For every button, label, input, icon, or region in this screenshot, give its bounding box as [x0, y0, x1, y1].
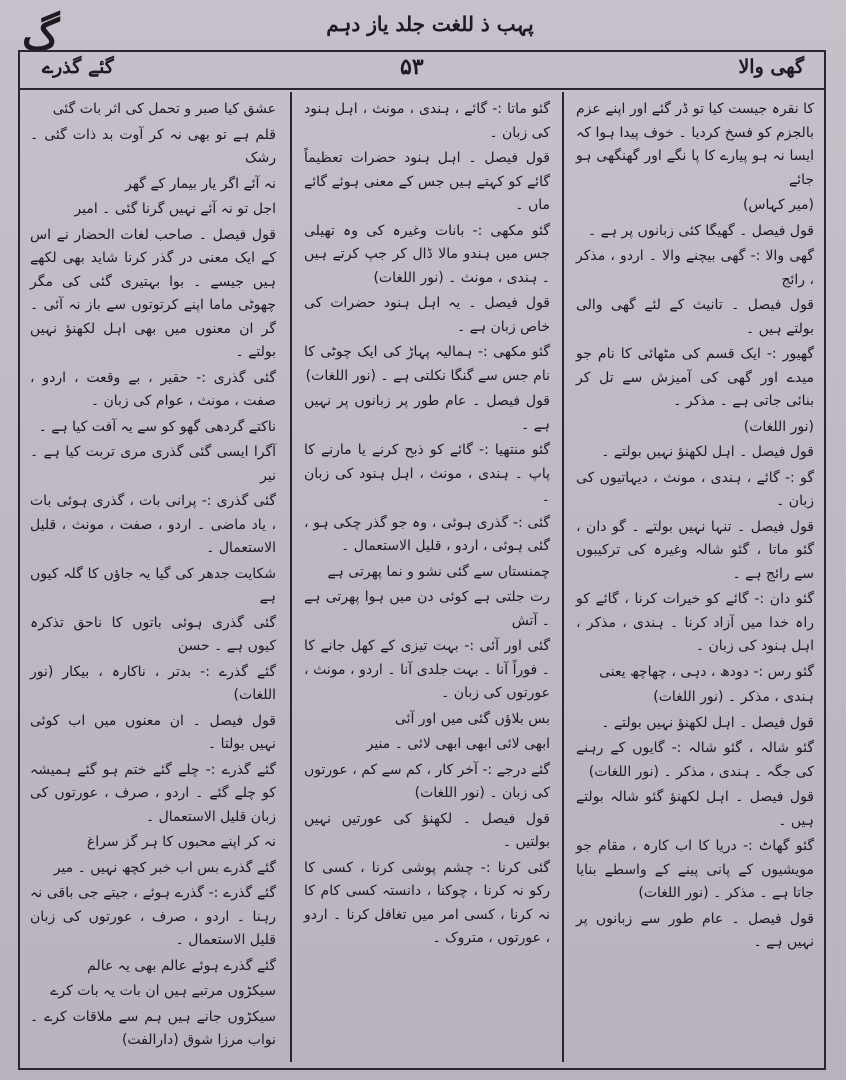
middle-column — [296, 92, 558, 1062]
left-column-entry: گئے گذرے ہوئے عالم بھی یہ عالم — [87, 957, 276, 974]
right-column-entry: گئو گھاٹ :- دریا کا اب کارہ ، مقام جو مویشیوں کے پانی پینے کے واسطے بنایا جاتا ہے ۔ مذکر ۔ (نور اللغات) — [576, 838, 814, 901]
right-column-entry: قول فیصل ۔ اہل لکھنؤ نہیں بولتے ۔ — [601, 444, 814, 460]
left-column-entry: گئے گذرے :- گذرے ہوئے ، جیتے جی باقی نہ رہنا ۔ اردو ، صرف ، عورتوں کی زبان قلیل الاستعمال ۔ — [30, 885, 276, 948]
left-column-entry: عشق کیا صبر و تحمل کی اثر بات گئی — [52, 101, 276, 117]
right-column-entry: گھیور :- ایک قسم کی مٹھائی کا نام جو میدے اور گھی کی آمیزش سے تل کر بنائی جاتی ہے ۔ مذکر ۔ — [576, 346, 814, 409]
left-column-entry: نہ کر اپنے محبوں کا ہر گز سراغ — [86, 834, 276, 850]
middle-column-entry: بس بلاؤں گئی میں اور آئی — [394, 710, 550, 727]
left-column-entry: اجل تو نہ آئے نہیں گرنا گئی ۔ امیر — [74, 201, 276, 217]
left-column-entry: گئی گذری ہوئی باتوں کا ناحق تذکرہ کیوں ہے ۔ حسن — [30, 614, 276, 654]
left-column-entry: ناکتے گردھی گھو کو سے یہ آفت کیا ہے ۔ — [38, 418, 276, 435]
middle-column-entry: گئی کرنا :- چشم پوشی کرنا ، کسی کا رکو نہ کرنا ، چوکنا ، دانستہ کسی کام کا نہ کرنا ، کسی امر میں تغافل کرنا ۔ اردو ، عورتوں ، متروک ۔ — [304, 859, 550, 946]
page-header — [20, 52, 824, 90]
right-column-entry: گئو رس :- دودھ ، دہی ، چھاچھ یعنی — [599, 663, 814, 680]
right-column — [568, 92, 822, 1062]
right-column-entry: کا نقرہ جیست کیا تو ڈر گئے اور اپنے عزم بالجزم کو فسخ کردیا ۔ خوف پیدا ہوا کہ ایسا نہ ہو پیارے کا پا نگے اور گھنگھی ہو جائے — [576, 101, 814, 188]
left-column-entry: گئے گذرے :- چلے گئے ختم ہو گئے ہمیشہ کو چلے گئے ۔ اردو ، صرف ، عورتوں کی زبان قلیل الاستعمال ۔ — [30, 761, 276, 825]
left-column-entry: سیکڑوں مرتبے ہیں ان بات یہ بات کرے — [50, 983, 276, 999]
right-column-entry: گھی والا :- گھی بیچنے والا ۔ اردو ، مذکر ، رائج — [576, 248, 814, 288]
middle-column-entry: گئی :- گذری ہوئی ، وہ جو گذر چکی ہو ، گئی ہوئی ، اردو ، قلیل الاستعمال ۔ — [304, 514, 550, 554]
middle-column-entry: قول فیصل ۔ یہ اہل ہنود حضرات کی خاص زبان ہے ۔ — [304, 295, 550, 335]
middle-column-entry: گئو مکھی :- ہمالیہ پہاڑ کی ایک چوٹی کا نام جس سے گنگا نکلتی ہے ۔ (نور اللغات) — [304, 344, 550, 384]
right-column-entry: قول فیصل ۔ تانیث کے لئے گھی والی بولتے ہیں ۔ — [576, 297, 814, 337]
middle-column-entry: رت جلتی ہے کوئی دن میں ہوا پھرتی ہے ۔ آتش — [304, 589, 550, 629]
left-column-entry: قلم ہے تو بھی نہ کر آوت بد ذات گئی ۔ رشک — [30, 126, 276, 166]
header-left-catchword: گئے گذرے — [42, 56, 114, 78]
left-column-entry: گئے گذرے :- بدتر ، ناکارہ ، بیکار (نور اللغات) — [30, 663, 276, 703]
right-column-entry: ہندی ، مذکر ۔ (نور اللغات) — [653, 689, 814, 705]
left-column-entry: آگرا ایسی گئی گذری مری تربت کیا ہے ۔ نیر — [30, 444, 276, 484]
middle-column-entry: قول فیصل ۔ لکھنؤ کی عورتیں نہیں بولتیں ۔ — [304, 810, 550, 850]
header-right-catchword: گھی والا — [738, 56, 804, 78]
left-column-entry: گئی گذری :- پرانی بات ، گذری ہوئی بات ، یاد ماضی ۔ اردو ، صفت ، مونث ، قلیل الاستعمال ۔ — [30, 493, 276, 556]
left-column — [22, 92, 284, 1062]
right-column-entry: گو :- گائے ، ہندی ، مونث ، دیہاتیوں کی زبان ۔ — [576, 469, 814, 509]
right-column-entry: قول فیصل ۔ عام طور سے زبانوں پر نہیں ہے ۔ — [576, 910, 814, 950]
left-column-entry: گئی گذری :- حقیر ، بے وقعت ، اردو ، صفت ، مونث ، عوام کی زبان ۔ — [30, 369, 276, 409]
right-column-entry: قول فیصل ۔ تنہا نہیں بولتے ۔ گو دان ، گئو ماتا ، گئو شالہ وغیرہ کی ترکیبوں سے رائج ہے ۔ — [576, 518, 814, 582]
left-column-entry: سیکڑوں جانے ہیں ہم سے ملاقات کرے ۔ نواب مرزا شوق (دارالفت) — [30, 1008, 276, 1048]
right-column-entry: گئو شالہ ، گئو شالہ :- گایوں کے رہنے کی جگہ ۔ ہندی ، مذکر ۔ (نور اللغات) — [576, 740, 814, 780]
left-column-entry: گئے گذرے بس اب خبر کچھ نہیں ۔ میر — [53, 859, 276, 876]
right-column-entry: (نور اللغات) — [743, 418, 814, 435]
left-column-entry: قول فیصل ۔ ان معنوں میں اب کوئی نہیں بولتا ۔ — [30, 712, 276, 752]
left-column-entry: نہ آئے اگر یار بیمار کے گھر — [125, 175, 276, 192]
right-column-entry: قول فیصل ۔ اہل لکھنؤ گئو شالہ بولتے ہیں ۔ — [576, 789, 814, 829]
middle-column-entry: گئو منتھیا :- گائے کو ذبح کرنے یا مارنے کا پاپ ۔ ہندی ، مونث ، اہل ہنود کی زبان ۔ — [304, 442, 550, 505]
page-number: ۵۳ — [400, 54, 424, 80]
middle-column-entry: قول فیصل ۔ عام طور پر زبانوں پر نہیں ہے ۔ — [304, 393, 550, 433]
right-column-entry: قول فیصل ۔ گھیگا کئی زبانوں پر ہے ۔ — [587, 222, 814, 239]
right-column-entry: گئو دان :- گائے کو خیرات کرنا ، گائے کو راہ خدا میں آزاد کرنا ۔ ہندی ، مذکر ، اہل ہنود کی زبان ۔ — [576, 591, 814, 654]
middle-column-entry: گئو مکھی :- بانات وغیرہ کی وہ تھیلی جس میں ہندو مالا ڈال کر جپ کرتے ہیں ۔ ہندی ، مونث ۔ (نور اللغات) — [304, 222, 550, 286]
right-column-entry: قول فیصل ۔ اہل لکھنؤ نہیں بولتے ۔ — [601, 714, 814, 731]
column-rule-right — [562, 92, 564, 1062]
corner-letter: گ — [22, 10, 60, 59]
column-rule-left — [290, 92, 292, 1062]
left-column-entry: شکایت جدھر کی گیا یہ جاؤں کا گلہ کیوں ہے — [30, 565, 276, 605]
middle-column-entry: ابھی لائی ابھی ابھی لائی ۔ منیر — [366, 736, 550, 752]
middle-column-entry: چمنستاں سے گئی نشو و نما پھرتی ہے — [327, 563, 550, 580]
middle-column-entry: قول فیصل ۔ اہل ہنود حضرات تعظیماً گائے کو کہتے ہیں جس کے معنی ہوئے گائے ماں ۔ — [304, 150, 550, 213]
middle-column-entry: گئے درجے :- آخر کار ، کم سے کم ، عورتوں کی زبان ۔ (نور اللغات) — [304, 761, 550, 801]
running-head: پہب ذ للغت جلد یاز دہم — [326, 12, 534, 36]
middle-column-entry: گئی اور آئی :- بہت تیزی کے کھل جانے کا ۔ فوراً آنا ۔ بہت جلدی آنا ۔ اردو ، مونث ، عورتوں کی زبان ۔ — [304, 638, 550, 701]
middle-column-entry: گئو ماتا :- گائے ، ہندی ، مونث ، اہل ہنود کی زبان ۔ — [304, 101, 550, 141]
right-column-entry: (میر کہاس) — [742, 197, 814, 213]
left-column-entry: قول فیصل ۔ صاحب لغات الحضار نے اس کے ایک معنی در گذر کرنا شاید بھی لکھے ہیں جیسے ۔ بوا بہتیری گئی کی مگر چھوٹی ماما اپنے کرتوتوں سے باز نہ آئی ۔ گر ان معنوں میں بھی اہل لکھنؤ نہیں بولتے ۔ — [30, 226, 276, 360]
